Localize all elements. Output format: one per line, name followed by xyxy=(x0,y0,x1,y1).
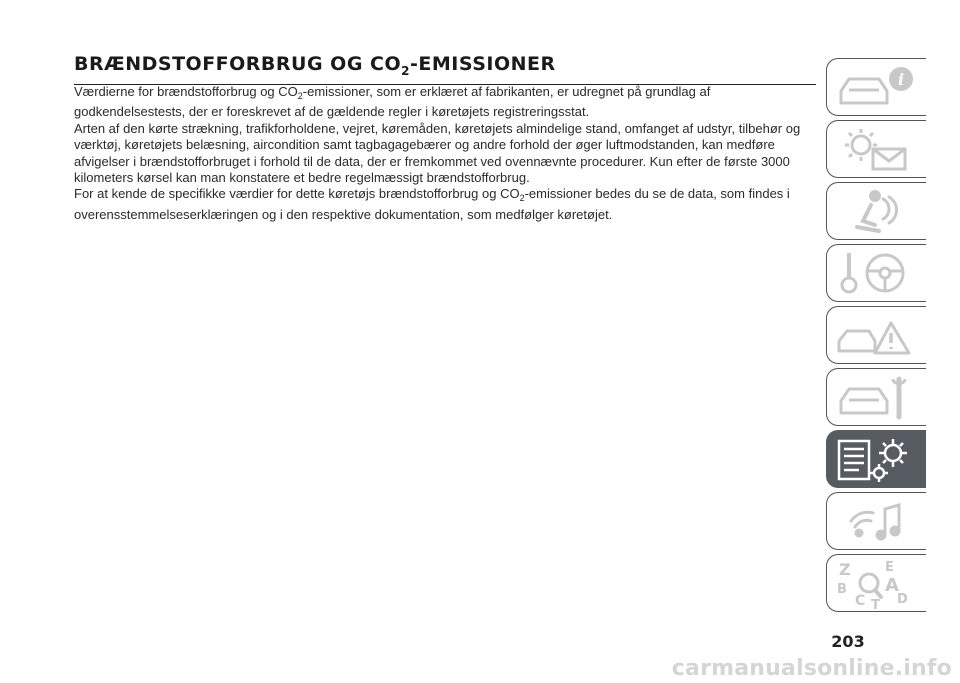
tab-safety[interactable] xyxy=(826,182,926,240)
tab-starting-driving[interactable] xyxy=(826,244,926,302)
paragraph-1 xyxy=(74,84,820,121)
paragraph-3 xyxy=(74,186,820,223)
paragraph-1-subscript: 2 xyxy=(297,91,303,101)
index-letter: B xyxy=(837,582,847,597)
paragraph-2: Arten af den kørte strækning, trafikforholdene, vejret, køremåden, køretøjets almindelige stand, omfanget af udstyr, tilbehør og værktøj, køretøjets belæsning, aircondition samt tagbagagebærer og andre forhold der øger luftmodstanden, kan medføre afvigelser i brændstofforbruget i forhold til de data, der er fremkommet ved ovennævnte procedurer. Kun efter de første 3000 kilometers kørsel kan man konstatere et bedre regelmæssigt brændstofforbrug. xyxy=(74,120,801,186)
tab-emergency[interactable] xyxy=(826,306,926,364)
watermark: carmanualsonline.info xyxy=(671,656,952,681)
index-letter: C xyxy=(855,593,866,609)
tab-warning-lights[interactable] xyxy=(826,120,926,178)
svg-text:i: i xyxy=(897,70,905,89)
index-letter: E xyxy=(885,560,894,575)
heading-text-pre: BRÆNDSTOFFORBRUG OG CO xyxy=(74,53,402,75)
paragraph-3-subscript: 2 xyxy=(519,193,525,204)
tab-multimedia[interactable] xyxy=(826,492,926,550)
car-wrench-icon xyxy=(835,373,919,423)
key-steering-wheel-icon xyxy=(835,249,919,299)
index-letter: Z xyxy=(839,560,851,579)
paragraph-1-text: Værdierne for brændstofforbrug og CO xyxy=(74,84,298,99)
car-info-icon xyxy=(835,63,919,113)
paragraph-3-text: For at kende de specifikke værdier for dette køretøjs brændstofforbrug og CO xyxy=(74,186,520,202)
alphabetical-index-search-icon xyxy=(835,559,919,609)
heading-subscript: 2 xyxy=(401,64,411,78)
section-heading xyxy=(74,53,816,85)
chapter-tabs xyxy=(826,58,928,614)
technical-data-gear-icon xyxy=(835,435,919,485)
tab-maintenance[interactable] xyxy=(826,368,926,426)
paragraph-1-text-cont: -emissioner, som er erklæret af fabrikanten, er udregnet på grundlag af godkendelsestests, der er foreskrevet af de gældende regler i køretøjets registreringsstat. xyxy=(74,84,711,120)
tab-technical-data[interactable] xyxy=(826,430,926,488)
body-text xyxy=(74,84,820,223)
tab-index[interactable] xyxy=(826,554,926,612)
heading-text-post: -EMISSIONER xyxy=(410,53,556,75)
page-number: 203 xyxy=(831,632,865,651)
seat-airbag-icon xyxy=(835,187,919,237)
index-letter: A xyxy=(885,575,899,596)
paragraph-3-text-cont: -emissioner bedes du se de data, som findes i overensstemmelseserklæringen og i den respektive dokumentation, som medfølger køretøjet. xyxy=(74,186,790,222)
index-letter: T xyxy=(871,598,880,609)
tab-car-info[interactable] xyxy=(826,58,926,116)
warning-lights-message-icon xyxy=(835,125,919,175)
index-letter: D xyxy=(897,592,908,607)
multimedia-music-icon xyxy=(835,497,919,547)
breakdown-warning-icon xyxy=(835,311,919,361)
